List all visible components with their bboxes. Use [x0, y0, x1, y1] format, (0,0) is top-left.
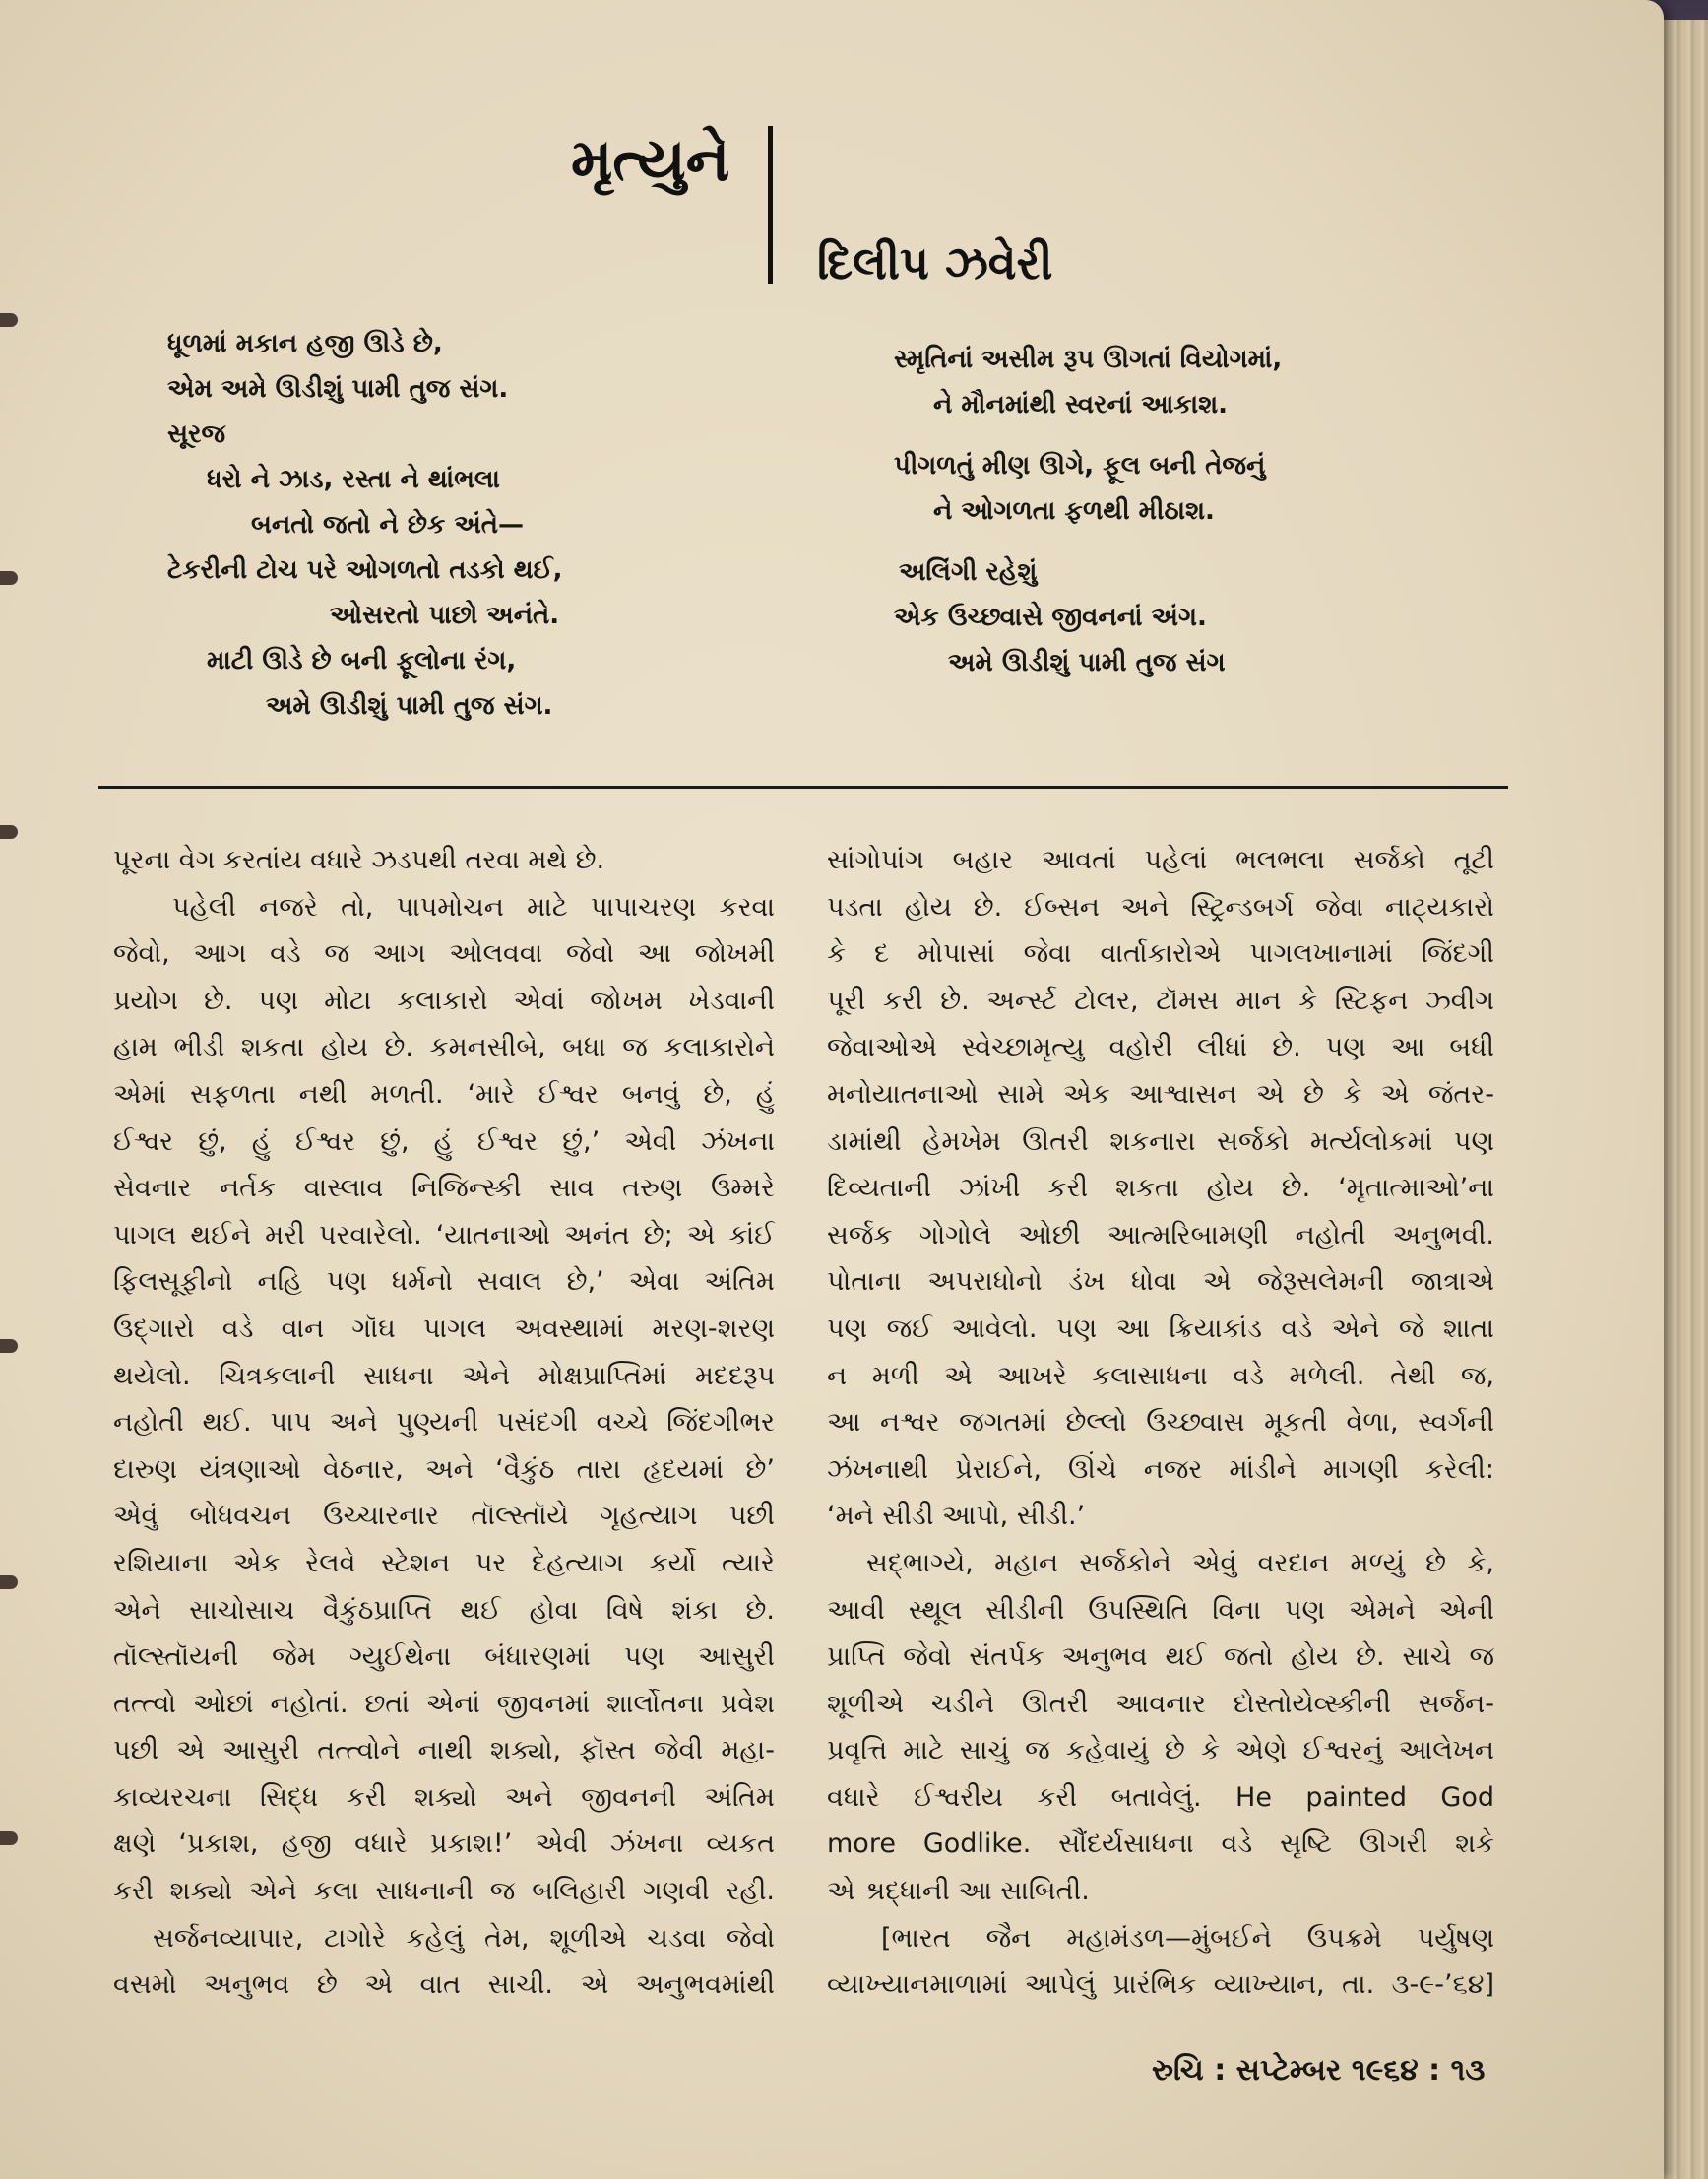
text-line: more Godlike. સૌંદર્યસાધના વડે સૃષ્ટિ ઊગરી શકે	[827, 1828, 1494, 1860]
section-divider	[98, 786, 1508, 789]
text-line: પહેલી નજરે તો, પાપમોચન માટે પાપાચરણ કરવા	[172, 891, 775, 923]
poem-line: ટેકરીની ટોચ પરે ઓગળતો તડકો થઈ,	[167, 555, 563, 585]
text-line: પડતા હોય છે. ઈબ્સન અને સ્ટ્રિન્ડબર્ગ જેવા નાટ્યકારો	[827, 891, 1494, 923]
text-line: આવી સ્થૂલ સીડીની ઉપસ્થિતિ વિના પણ એમને એની	[827, 1594, 1494, 1626]
text-line: શૂળીએ ચડીને ઊતરી આવનાર દોસ્તોયેવ્સ્કીની સર્જન-	[827, 1688, 1494, 1719]
poem-line: અલિંગી રહેશું	[899, 557, 1038, 587]
text-line: પ્રાપ્તિ જેવો સંતર્પક અનુભવ થઈ જતો હોય છે. સાચે જ	[827, 1641, 1494, 1673]
text-line: કરી શક્યો એને કલા સાધનાની જ બલિહારી ગણવી રહી.	[113, 1876, 775, 1907]
binding-hole	[0, 313, 18, 327]
text-line: જેવાઓએ સ્વેચ્છામૃત્યુ વહોરી લીધાં છે. પણ આ બધી	[827, 1032, 1494, 1063]
text-line: ડામાંથી હેમખેમ ઊતરી શકનારા સર્જકો મર્ત્યલોકમાં પણ	[827, 1125, 1494, 1157]
poem-line: એક ઉચ્છ્વાસે જીવનનાં અંગ.	[894, 603, 1207, 632]
text-line: સર્જક ગોગોલે ઓછી આત્મરિબામણી નહોતી અનુભવી.	[827, 1219, 1494, 1250]
poem-right-stanzas	[894, 337, 1282, 685]
text-line: મનોયાતનાઓ સામે એક આશ્વાસન એ છે કે એ જંતર-	[827, 1078, 1494, 1110]
binding-hole	[0, 1339, 18, 1353]
text-line: થયેલો. ચિત્રકલાની સાધના એને મોક્ષપ્રાપ્તિમાં મદદરૂપ	[113, 1360, 775, 1391]
binding-hole	[0, 825, 18, 839]
poem-line: અમે ઊડીશું પામી તુજ સંગ.	[266, 691, 553, 721]
binding-hole	[0, 1575, 18, 1589]
title-divider	[768, 126, 773, 284]
text-line: દારુણ યંત્રણાઓ વેઠનાર, અને ‘વૈકુંઠ તારા હૃદયમાં છે’	[113, 1453, 775, 1485]
poem-line: ઓસરતો પાછો અનંતે.	[330, 601, 560, 630]
poem-line: ને મૌનમાંથી સ્વરનાં આકાશ.	[933, 390, 1229, 419]
poem-line: ને ઓગળતા ફળથી મીઠાશ.	[933, 496, 1215, 526]
poem-line: ધૂળમાં મકાન હજી ઊડે છે,	[167, 329, 443, 358]
poem-title: મૃત્યુને	[571, 126, 730, 195]
text-line: ક્ષણે ‘પ્રકાશ, હજી વધારે પ્રકાશ!’ એવી ઝંખના વ્યકત	[113, 1828, 775, 1860]
text-line: તત્ત્વો ઓછાં નહોતાં. છતાં એનાં જીવનમાં શાર્લોતના પ્રવેશ	[113, 1688, 775, 1719]
text-line: ઉદ્‌ગારો વડે વાન ગૉઘ પાગલ અવસ્થામાં મરણ-શરણ	[113, 1313, 775, 1344]
text-line: પોતાના અપરાધોનો ડંખ ધોવા એ જેરૂસલેમની જાત્રાએ	[827, 1266, 1494, 1298]
text-line: પણ જઈ આવેલો. પણ આ ક્રિયાકાંડ વડે એને જે શાતા	[827, 1313, 1494, 1344]
article-left-column	[113, 837, 775, 2009]
poem-left-stanza	[167, 321, 563, 729]
text-line: આ નશ્વર જગતમાં છેલ્લો ઉચ્છ્વાસ મૂકતી વેળા, સ્વર્ગની	[827, 1407, 1494, 1439]
text-line: ન મળી એ આખરે કલાસાધના વડે મળેલી. તેથી જ,	[827, 1360, 1494, 1391]
text-line: એ શ્રદ્ધાની આ સાબિતી.	[827, 1876, 1090, 1907]
text-line: ઈશ્વર છું, હું ઈશ્વર છું, હું ઈશ્વર છું,’ એવી ઝંખના	[113, 1125, 775, 1157]
text-line: નહોતી થઈ. પાપ અને પુણ્યની પસંદગી વચ્ચે જિંદગીભર	[113, 1407, 775, 1439]
poem-line: માટી ઊડે છે બની ફૂલોના રંગ,	[207, 646, 517, 675]
text-line: જેવો, આગ વડે જ આગ ઓલવવા જેવો આ જોખમી	[113, 938, 775, 970]
poem-line: અમે ઊડીશું પામી તુજ સંગ	[948, 648, 1226, 677]
text-line: સર્જનવ્યાપાર, ટાગોરે કહેલું તેમ, શૂળીએ ચડવા જેવો	[153, 1922, 775, 1954]
page-footer: રુચિ : સપ્ટેમ્બર ૧૯૬૪ : ૧૩	[1152, 2053, 1486, 2087]
poem-line: સ્મૃતિનાં અસીમ રૂપ ઊગતાં વિયોગમાં,	[894, 345, 1283, 374]
text-line: પૂરના વેગ કરતાંય વધારે ઝડપથી તરવા મથે છે.	[113, 845, 605, 875]
text-line: એમાં સફળતા નથી મળતી. ‘મારે ઈશ્વર બનવું છે, હું	[113, 1078, 775, 1110]
text-line: દિવ્યતાની ઝાંખી કરી શકતા હોય છે. ‘મૃતાત્માઓ’ના	[827, 1173, 1494, 1204]
poem-line: પીગળતું મીણ ઊગે, ફૂલ બની તેજનું	[894, 451, 1266, 481]
poem-line: સૂરજ	[167, 419, 226, 449]
text-line: પછી એ આસુરી તત્ત્વોને નાથી શક્યો, ફૉસ્ત જેવી મહા-	[113, 1735, 775, 1766]
text-line: પૂરી કરી છે. અર્ન્સ્ટ ટોલર, ટૉમસ માન કે સ્ટિફન ઝ્વીગ	[827, 985, 1494, 1016]
text-line: સાંગોપાંગ બહાર આવતાં પહેલાં ભલભલા સર્જકો તૂટી	[827, 845, 1494, 875]
text-line: પાગલ થઈને મરી પરવારેલો. ‘યાતનાઓ અનંત છે; એ કાંઈ	[113, 1219, 775, 1250]
poem-line: એમ અમે ઊડીશું પામી તુજ સંગ.	[167, 374, 509, 404]
text-line: કાવ્યરચના સિદ્ધ કરી શક્યો અને જીવનની અંતિમ	[113, 1781, 775, 1813]
poem-line: ધરો ને ઝાડ, રસ્તા ને થાંભલા	[207, 465, 500, 494]
text-line: તૉલ્સ્તૉયની જેમ ગ્યુઈથેના બંધારણમાં પણ આસુરી	[113, 1641, 775, 1673]
binding-hole	[0, 571, 18, 585]
text-line: વસમો અનુભવ છે એ વાત સાચી. એ અનુભવમાંથી	[113, 1969, 775, 2001]
text-line: ફિલસૂફીનો નહિ પણ ધર્મનો સવાલ છે,’ એવા અંતિમ	[113, 1266, 775, 1298]
text-line: વ્યાખ્યાનમાળામાં આપેલું પ્રારંભિક વ્યાખ્યાન, તા. ૩-૯-’૬૪]	[827, 1969, 1494, 2001]
binding-hole	[0, 1831, 18, 1845]
text-line: સેવનાર નર્તક વાસ્લાવ નિજિન્સ્કી સાવ તરુણ ઉમ્મરે	[113, 1173, 775, 1204]
article-right-column	[827, 837, 1494, 2009]
poem-author: દિલીપ ઝવેરી	[817, 236, 1053, 289]
text-line: હામ ભીડી શકતા હોય છે. કમનસીબે, બધા જ કલાકારોને	[113, 1032, 775, 1063]
poem-line: બનતો જતો ને છેક અંતે—	[251, 510, 525, 540]
text-line: રશિયાના એક રેલવે સ્ટેશન પર દેહત્યાગ કર્યો ત્યારે	[113, 1547, 775, 1578]
text-line: ‘મને સીડી આપો, સીડી.’	[827, 1501, 1086, 1532]
text-line: પ્રવૃત્તિ માટે સાચું જ કહેવાયું છે કે એણે ઈશ્વરનું આલેખન	[827, 1735, 1494, 1766]
text-line: કે દ મોપાસાં જેવા વાર્તાકારોએ પાગલખાનામાં જિંદગી	[827, 938, 1494, 970]
text-line: એવું બોધવચન ઉચ્ચારનાર તૉલ્સ્તૉયે ગૃહત્યાગ પછી	[113, 1501, 775, 1532]
text-line: એને સાચોસાચ વૈકુંઠપ્રાપ્તિ થઈ હોવા વિષે શંકા છે.	[113, 1594, 775, 1626]
text-line: વધારે ઈશ્વરીય કરી બતાવેલું. He painted God	[827, 1781, 1494, 1813]
text-line: ઝંખનાથી પ્રેરાઈને, ઊંચે નજર માંડીને માગણી કરેલી:	[827, 1453, 1494, 1485]
text-line: [ભારત જૈન મહામંડળ—મુંબઈને ઉપક્રમે પર્યુષણ	[881, 1922, 1494, 1954]
text-line: સદ્‌ભાગ્યે, મહાન સર્જકોને એવું વરદાન મળ્યું છે કે,	[866, 1547, 1494, 1578]
text-line: પ્રયોગ છે. પણ મોટા કલાકારો એવાં જોખમ ખેડવાની	[113, 985, 775, 1016]
